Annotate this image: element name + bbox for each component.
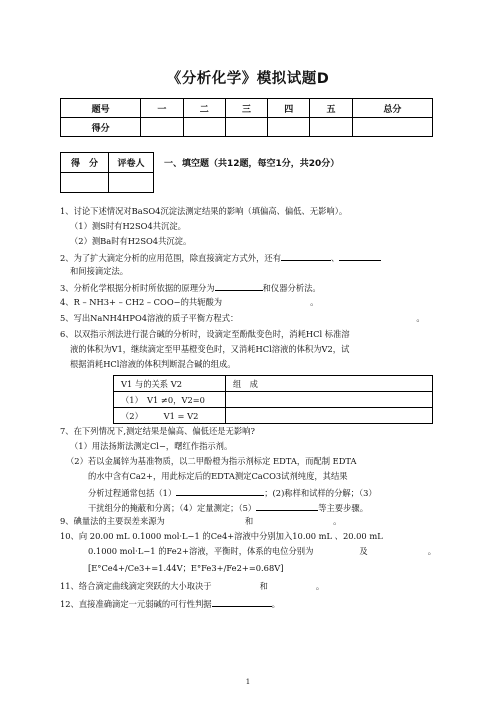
question-3-text: 3、分析化学根据分析时所依据的原理分为 [60, 283, 215, 293]
grader-label: 评卷人 [109, 153, 154, 173]
score-table-score-row [61, 118, 433, 137]
question-11-and: 和 [259, 581, 268, 591]
question-2 [60, 251, 381, 264]
question-10-and: 及 [359, 546, 368, 556]
score-table [60, 98, 433, 137]
question-1-item-2: （2）测Ba时有H2SO4共沉淀。 [70, 236, 192, 246]
question-9-end: 。 [333, 516, 342, 526]
question-4-number: 4、 [60, 297, 74, 307]
question-12 [60, 597, 280, 610]
composition-cell[interactable] [226, 392, 433, 408]
question-10-line-1: 10、向 20.00 mL 0.1000 mol·L−1 的Ce4+溶液中分别加入10.00 mL 、20.00 mL [60, 531, 383, 541]
grader-name-cell [109, 173, 154, 193]
page-number: 1 [245, 678, 251, 686]
question-10-text: 0.1000 mol·L−1 的Fe2+溶液，平衡时，体系的电位分别为 [88, 546, 314, 556]
question-4-end: 。 [310, 297, 319, 307]
score-cell [310, 118, 352, 137]
score-header-total: 总分 [352, 99, 432, 118]
answer-blank[interactable] [212, 597, 272, 607]
answer-blank[interactable] [176, 486, 264, 496]
question-2-text: 2、为了扩大滴定分析的应用范围，除直接滴定方式外，还有 [60, 253, 281, 263]
score-cell [352, 118, 432, 137]
grader-score-cell [61, 173, 109, 193]
question-1-item-1: （1）测S时有H2SO4共沉淀。 [70, 221, 186, 231]
question-2-separator: 、 [331, 253, 340, 263]
grader-table [60, 152, 154, 193]
question-1: 1、讨论下述情况对BaSO4沉淀法测定结果的影响（填偏高、偏低、无影响）。 [60, 206, 348, 216]
composition-cell[interactable] [226, 408, 433, 424]
question-7: 7、在下列情况下,测定结果是偏高、偏低还是无影响? [60, 426, 255, 436]
question-12-end: 。 [271, 599, 280, 609]
relation-row-2: （2） V1 = V2 [114, 408, 226, 424]
question-6-line-3: 根据消耗HCl溶液的体积判断混合碱的组成。 [70, 359, 236, 369]
relation-row-1: （1） V1 ≠0，V2=0 [114, 392, 226, 408]
question-11 [60, 581, 324, 592]
score-header-2: 二 [183, 99, 225, 118]
question-8-line-1 [88, 486, 377, 499]
volume-relation-table [113, 375, 433, 424]
composition-header: 组 成 [226, 376, 433, 392]
score-cell [141, 118, 183, 137]
question-5-end: 。 [416, 313, 425, 323]
answer-blank[interactable] [281, 251, 331, 261]
question-9 [60, 516, 341, 527]
question-5 [60, 313, 425, 324]
question-5-text: 5、写出NaNH4HPO4溶液的质子平衡方程式： [60, 313, 239, 323]
question-4-formula: R – NH3+ – CH2 – COO− [73, 297, 181, 307]
score-cell [225, 118, 267, 137]
question-8-text: 分析过程通常包括（1） [88, 488, 177, 498]
question-7-item-1: （1）用法扬斯法测定Cl−，曙红作指示剂。 [70, 441, 233, 451]
score-header-number: 题号 [61, 99, 141, 118]
question-7-item-2: （2）若以金属锌为基准物质，以二甲酚橙为指示剂标定 EDTA，而配制 EDTA [66, 456, 357, 466]
question-11-end: 。 [315, 581, 325, 591]
question-10-potentials: [E°Ce4+/Ce3+=1.44V；E°Fe3+/Fe2+=0.68V] [88, 563, 284, 573]
score-cell [183, 118, 225, 137]
question-10-line-2 [88, 546, 436, 557]
question-7-item-2-cont: 的水中含有Ca2+，用此标定后的EDTA测定CaCO3试剂纯度，其结果 [88, 471, 348, 481]
score-header-4: 四 [268, 99, 310, 118]
question-6-line-1: 6、以双指示剂法进行混合碱的分析时，设滴定至酚酞变色时，消耗HCl 标准溶 [60, 329, 350, 339]
question-11-text: 11、络合滴定曲线滴定突跃的大小取决于 [60, 581, 212, 591]
score-cell [268, 118, 310, 137]
answer-blank[interactable] [339, 251, 381, 261]
question-12-text: 12、直接准确滴定一元弱碱的可行性判据 [60, 599, 212, 609]
score-header-3: 三 [225, 99, 267, 118]
score-table-header-row [61, 99, 433, 118]
grader-score-label: 得 分 [61, 153, 109, 173]
question-2-continued: 和间接滴定法。 [70, 266, 129, 276]
question-4-text: 的共轭酸为 [180, 297, 223, 307]
question-3 [60, 281, 321, 294]
score-row-label: 得分 [61, 118, 141, 137]
question-9-and: 和 [244, 516, 254, 526]
question-4 [60, 297, 318, 308]
question-6-line-2: 液的体积为V1，继续滴定至甲基橙变色时，又消耗HCl溶液的体积为V2，试 [70, 344, 350, 354]
question-9-text: 9、碘量法的主要误差来源为 [60, 516, 165, 526]
page-title: 《分析化学》模拟试题D [166, 71, 330, 87]
relation-header: V1 与的关系 V2 [114, 376, 226, 392]
question-3-text-end: 和仪器分析法。 [262, 283, 321, 293]
question-8-line-2 [88, 501, 368, 514]
score-header-1: 一 [141, 99, 183, 118]
question-10-end: 。 [427, 546, 437, 556]
question-8-text-2: ；(2)称样和试样的分解；（3） [264, 488, 377, 498]
answer-blank[interactable] [215, 281, 263, 291]
question-8-text-4: 等主要步骤。 [318, 503, 368, 513]
section-title: 一、填空题（共12题，每空1分，共20分） [164, 159, 340, 169]
score-header-5: 五 [310, 99, 352, 118]
answer-blank[interactable] [256, 501, 318, 511]
question-8-text-3: 干扰组分的掩蔽和分离；（4）定量测定；（5） [88, 503, 257, 513]
